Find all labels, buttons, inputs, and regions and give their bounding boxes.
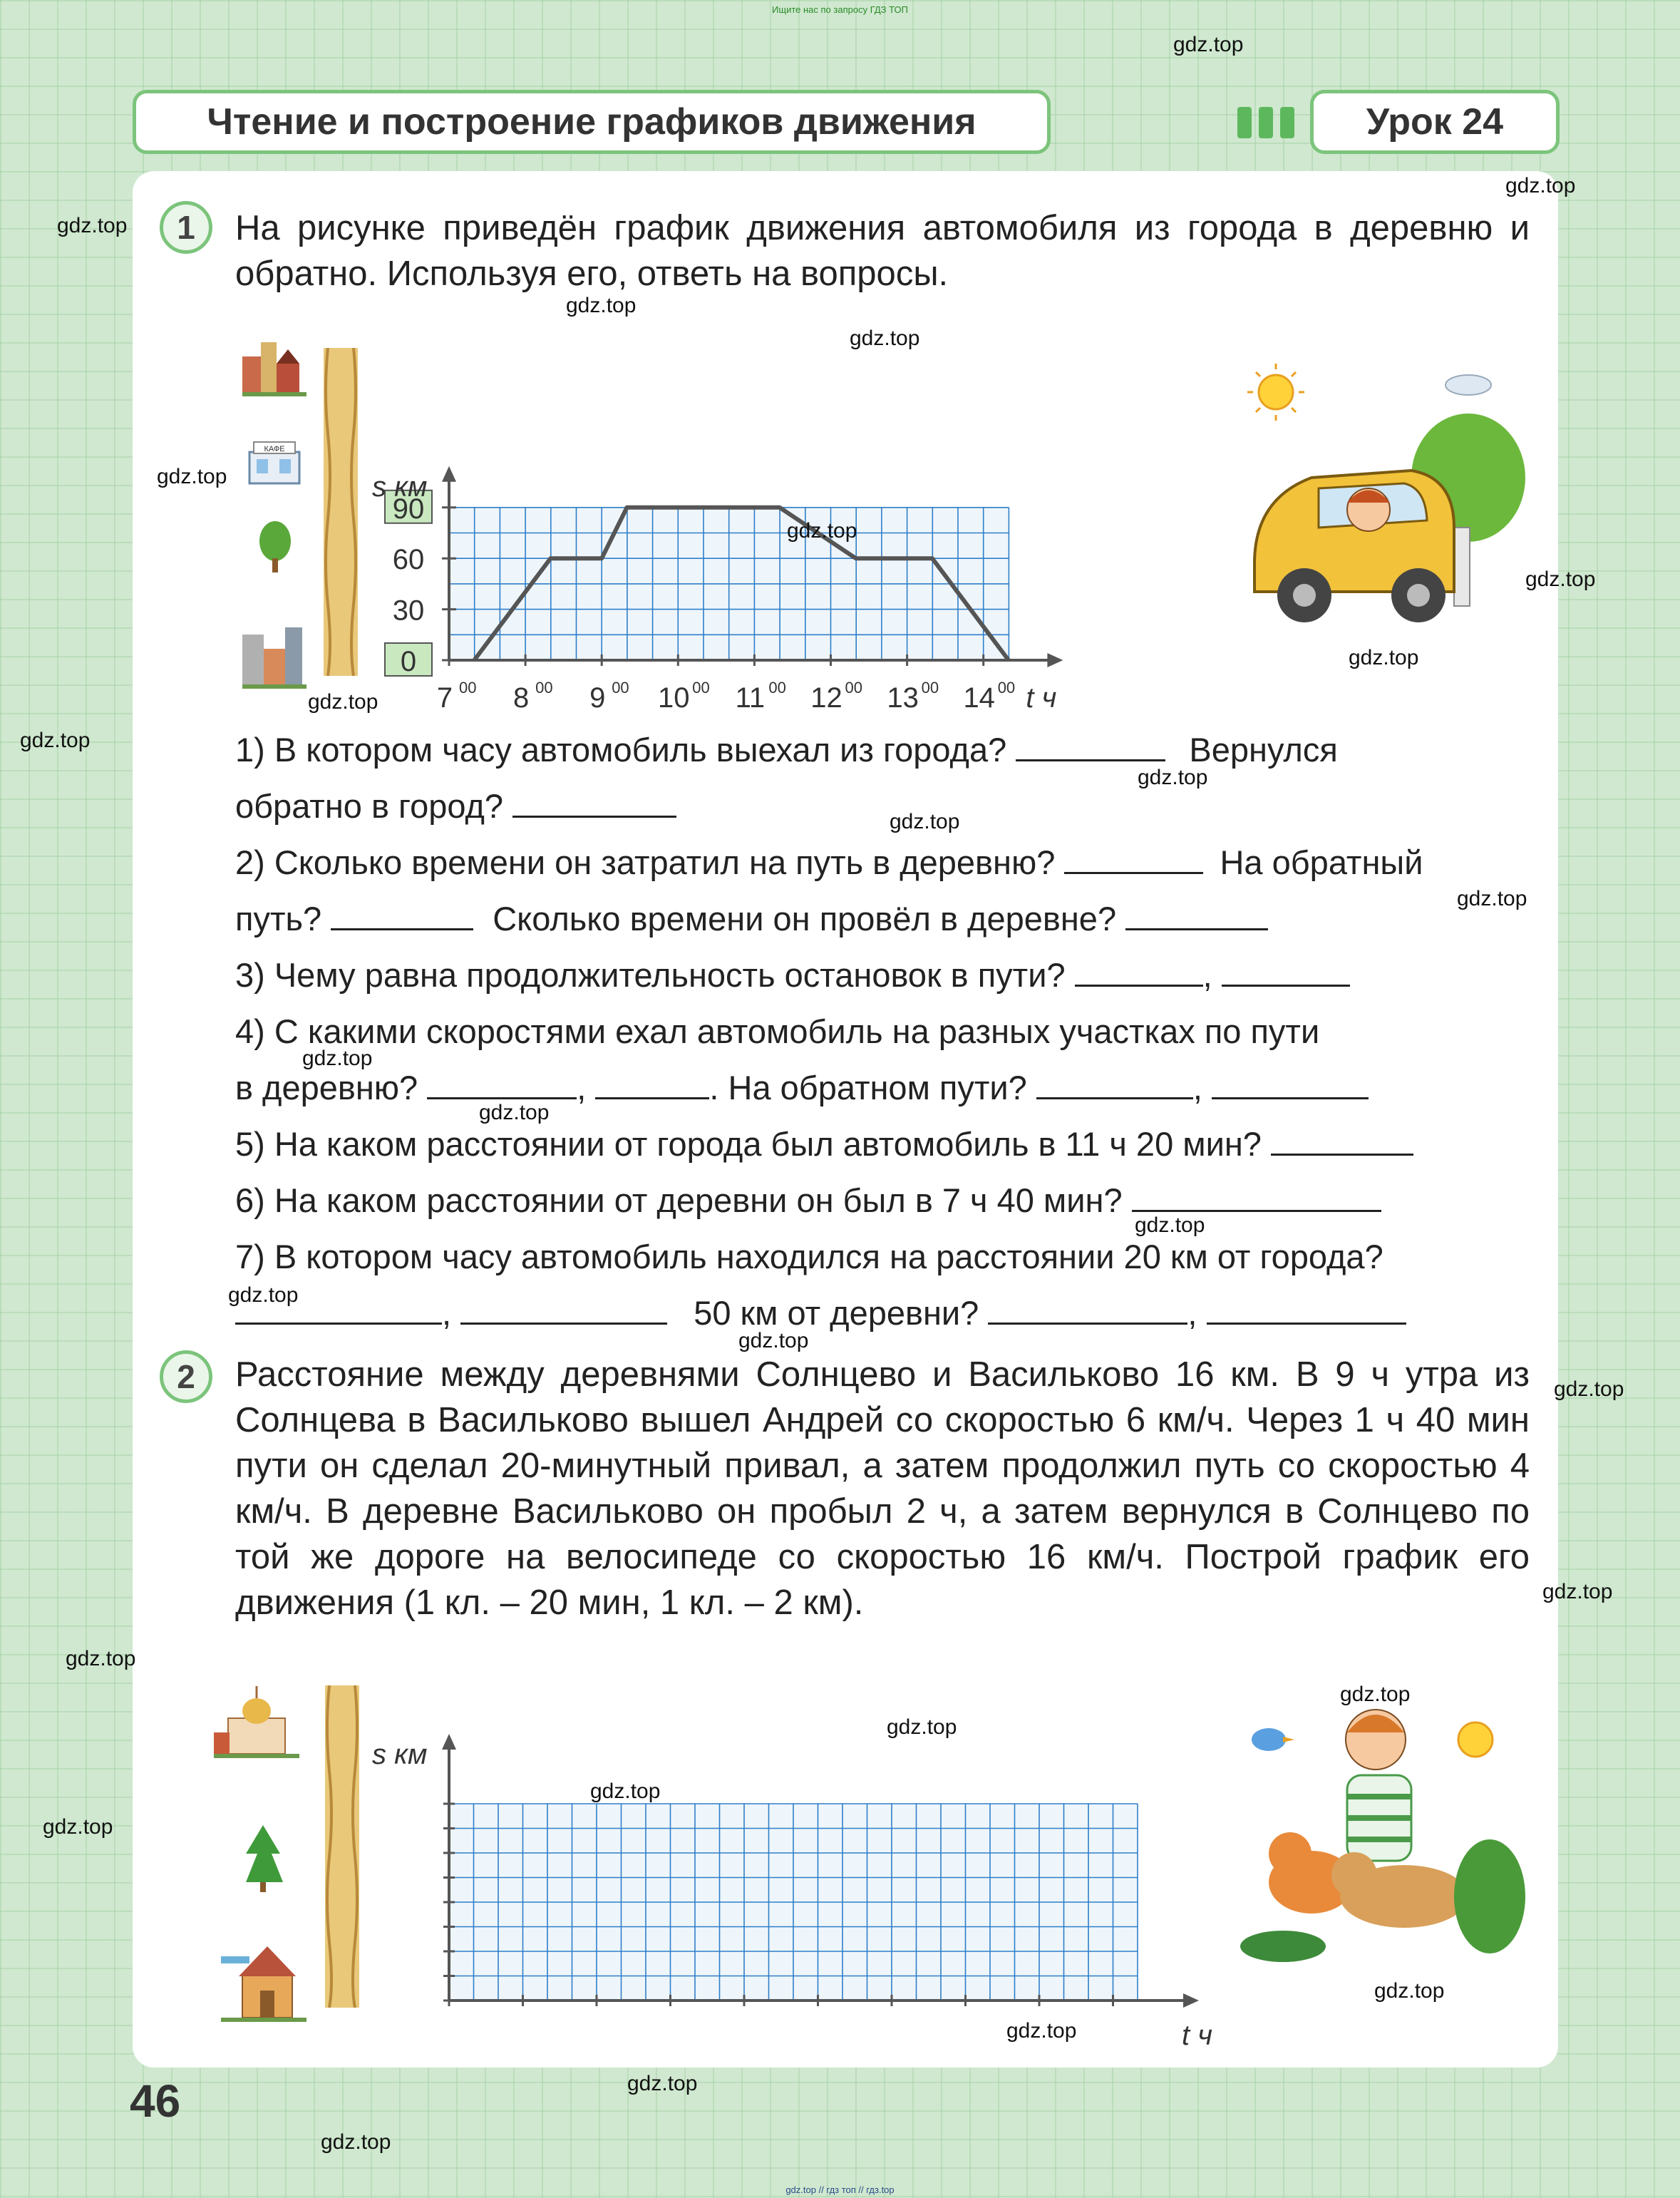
motion-chart-2[interactable]: [371, 1640, 1247, 2053]
question-7-cont: , 50 км от деревни? ,: [235, 1285, 1406, 1341]
answer-blank-4d[interactable]: [1212, 1073, 1369, 1099]
x-axis-arrow: [1183, 1993, 1199, 2008]
road-icon: [324, 348, 358, 676]
watermark: gdz.top: [1505, 174, 1576, 197]
answer-blank-4a[interactable]: [427, 1073, 577, 1099]
motion-chart-1: [371, 307, 1247, 713]
series-point: [932, 558, 933, 559]
x-tick-label: 11: [735, 682, 766, 713]
x-tick-suffix: 00: [692, 679, 710, 697]
sun-icon: [1247, 364, 1304, 421]
question-1-cont: [235, 778, 676, 834]
series-point: [473, 659, 475, 661]
chart-1-x-ticks: [437, 654, 1015, 713]
x-tick-suffix: 00: [845, 679, 862, 697]
x-axis-arrow: [1047, 653, 1063, 667]
y-tick-label: 60: [392, 544, 425, 576]
answer-blank-7d[interactable]: [1207, 1298, 1406, 1325]
top-note: Ищите нас по запросу ГДЗ ТОП: [772, 4, 908, 15]
watermark: gdz.top: [1554, 1377, 1624, 1401]
question-4b: в деревню?: [235, 1069, 418, 1106]
watermark: gdz.top: [1340, 1683, 1411, 1706]
x-tick-suffix: 00: [612, 679, 629, 697]
question-4a: 4) С какими скоростями ехал автомобиль на разных участках по пути: [235, 1012, 1320, 1050]
question-4-cont: в деревню? , . На обратном пути? ,: [235, 1059, 1369, 1116]
watermark: gdz.top: [157, 465, 227, 488]
answer-blank-7c[interactable]: [988, 1298, 1187, 1325]
chart-1-ylabel: s км: [372, 471, 428, 503]
boy-icon: [1346, 1710, 1411, 1861]
answer-blank-7b[interactable]: [460, 1298, 667, 1325]
tree-icon: [259, 521, 291, 572]
car-icon: [1254, 471, 1454, 622]
bird-icon: [1252, 1728, 1294, 1751]
watermark: gdz.top: [1374, 1979, 1445, 2003]
y-axis-arrow: [442, 466, 456, 482]
y-tick-label: 0: [400, 646, 417, 677]
x-tick-label: 10: [658, 682, 690, 713]
question-5-text: 5) На каком расстоянии от города был автомобиль в 11 ч 20 мин?: [235, 1125, 1262, 1163]
watermark: gdz.top: [1457, 887, 1527, 910]
x-tick-label: 8: [512, 682, 530, 713]
answer-blank-4b[interactable]: [595, 1073, 709, 1099]
x-tick-suffix: 00: [997, 679, 1016, 697]
series-point: [1008, 659, 1009, 661]
x-tick-suffix: 00: [921, 679, 939, 697]
boy-dog-cat-illustration: [1240, 1668, 1525, 1982]
answer-blank-2b[interactable]: [331, 904, 473, 930]
car-boy-illustration: [1240, 356, 1540, 642]
page-title: Чтение и построение графиков движения: [133, 90, 1051, 154]
answer-blank-5[interactable]: [1271, 1129, 1413, 1156]
question-2: [235, 834, 1423, 890]
watermark: gdz.top: [66, 1647, 136, 1670]
answer-blank-3a[interactable]: [1075, 960, 1203, 987]
x-tick-label: 7: [436, 682, 453, 713]
x-tick-label: 12: [810, 682, 842, 713]
watermark: gdz.top: [302, 1047, 373, 1070]
x-tick-suffix: 00: [768, 679, 786, 697]
question-1a: 1) В котором часу автомобиль выехал из города?: [235, 731, 1007, 769]
answer-blank-2a[interactable]: [1064, 848, 1203, 874]
house-icon: [221, 1946, 306, 2022]
road-icon-2: [325, 1685, 359, 2008]
series-point: [855, 558, 857, 559]
question-6-text: 6) На каком расстоянии от деревни он был в 7 ч 40 мин?: [235, 1181, 1123, 1219]
chart-2-grid: [449, 1804, 1138, 2001]
question-2b: На обратный: [1220, 843, 1423, 881]
watermark: gdz.top: [1542, 1580, 1613, 1603]
question-1b: Вернулся: [1189, 731, 1338, 769]
question-7a: 7) В котором часу автомобиль находился на расстоянии 20 км от города?: [235, 1238, 1383, 1275]
watermark: gdz.top: [321, 2130, 391, 2154]
watermark: gdz.top: [1349, 646, 1419, 669]
answer-blank-1a[interactable]: [1016, 735, 1165, 761]
watermark: gdz.top: [308, 690, 378, 714]
y-tick-label: 30: [392, 595, 425, 627]
question-6: [235, 1172, 1381, 1228]
city-icon: [242, 342, 306, 396]
series-point: [627, 507, 628, 508]
watermark: gdz.top: [1525, 568, 1596, 591]
question-7: [235, 1228, 1383, 1285]
question-4c: На обратном пути?: [728, 1069, 1027, 1106]
x-tick-label: 9: [589, 682, 606, 713]
watermark: gdz.top: [1173, 33, 1244, 56]
question-2d: Сколько времени он провёл в деревне?: [493, 900, 1117, 938]
cloud-icon: [1445, 375, 1491, 395]
watermark: gdz.top: [566, 294, 637, 317]
page-number: 46: [130, 2075, 181, 2127]
watermark: gdz.top: [590, 1780, 661, 1803]
watermark: gdz.top: [1135, 1213, 1205, 1237]
answer-blank-4c[interactable]: [1036, 1073, 1193, 1099]
answer-blank-3b[interactable]: [1222, 960, 1350, 987]
chart-1-xlabel: t ч: [1026, 682, 1057, 713]
x-tick-label: 14: [963, 682, 995, 713]
village-icon: [242, 627, 306, 689]
cafe-icon: [249, 442, 299, 483]
fir-icon: [246, 1825, 283, 1892]
x-tick-suffix: 00: [459, 679, 477, 697]
svg-text:КАФЕ: КАФЕ: [264, 445, 285, 453]
bottom-note: gdz.top // гдз топ // гдз.top: [785, 2184, 895, 2195]
question-1c: обратно в город?: [235, 787, 504, 825]
task-1-text: На рисунке приведён график движения автомобиля из города в деревню и обратно. Используя его, ответь на вопросы.: [235, 209, 1530, 293]
watermark: gdz.top: [57, 214, 128, 237]
question-5: [235, 1116, 1413, 1172]
question-3-text: 3) Чему равна продолжительность остановок в пути?: [235, 956, 1066, 994]
watermark: gdz.top: [479, 1101, 550, 1124]
watermark: gdz.top: [43, 1815, 113, 1839]
x-tick-suffix: 00: [535, 679, 553, 697]
series-point: [550, 558, 551, 559]
task-2-number: 2: [160, 1350, 212, 1403]
header-stripes: [1237, 107, 1294, 138]
sun-icon: [1458, 1722, 1493, 1757]
watermark: gdz.top: [1138, 766, 1208, 789]
lesson-label: Урок 24: [1310, 90, 1560, 154]
church-icon: [214, 1686, 299, 1758]
x-tick-label: 13: [887, 682, 919, 713]
series-point: [779, 507, 780, 508]
watermark: gdz.top: [887, 1715, 957, 1739]
chart-2-xlabel: t ч: [1182, 2020, 1212, 2051]
answer-blank-1b[interactable]: [512, 791, 676, 818]
route-icons-2: [207, 1683, 321, 2039]
route-icons-1: [235, 321, 335, 692]
y-axis-arrow: [442, 1734, 456, 1750]
chart-2-ylabel: s км: [372, 1739, 428, 1770]
task-1-number: 1: [160, 201, 212, 254]
watermark: gdz.top: [20, 729, 91, 752]
watermark: gdz.top: [738, 1329, 809, 1352]
watermark: gdz.top: [787, 519, 857, 543]
series-point: [601, 558, 602, 559]
watermark: gdz.top: [228, 1283, 299, 1307]
question-2a: 2) Сколько времени он затратил на путь в деревню?: [235, 843, 1056, 881]
watermark: gdz.top: [627, 2072, 698, 2095]
answer-blank-2c[interactable]: [1125, 904, 1268, 930]
answer-blank-6[interactable]: [1132, 1186, 1381, 1212]
y-tick-label: 90: [392, 493, 425, 525]
watermark: gdz.top: [1006, 2019, 1077, 2043]
question-4: [235, 1003, 1319, 1059]
watermark: gdz.top: [850, 327, 920, 350]
dog-icon: [1331, 1852, 1468, 1928]
chart-1-y-ticks: [385, 491, 456, 677]
question-2c: путь?: [235, 900, 322, 938]
question-3: 3) Чему равна продолжительность остановок в пути? ,: [235, 947, 1350, 1003]
question-2-cont: [235, 890, 1268, 947]
watermark: gdz.top: [890, 810, 960, 833]
question-7b: 50 км от деревни?: [694, 1294, 979, 1332]
task-2-text: Расстояние между деревнями Солнцево и Васильково 16 км. В 9 ч утра из Солнцева в Васильково вышел Андрей со скоростью 6 км/ч. Через 1 ч 40 мин пути он сделал 20-минутный привал, а затем продолжил путь со скоростью 4 км/ч. В деревне Васильково он пробыл 2 ч, а затем вернулся в Солнцево по той же дороге на велосипеде со скоростью 16 км/ч. Построй график его движения (1 кл. – 20 мин, 1 кл. – 2 км).: [235, 1355, 1530, 1622]
